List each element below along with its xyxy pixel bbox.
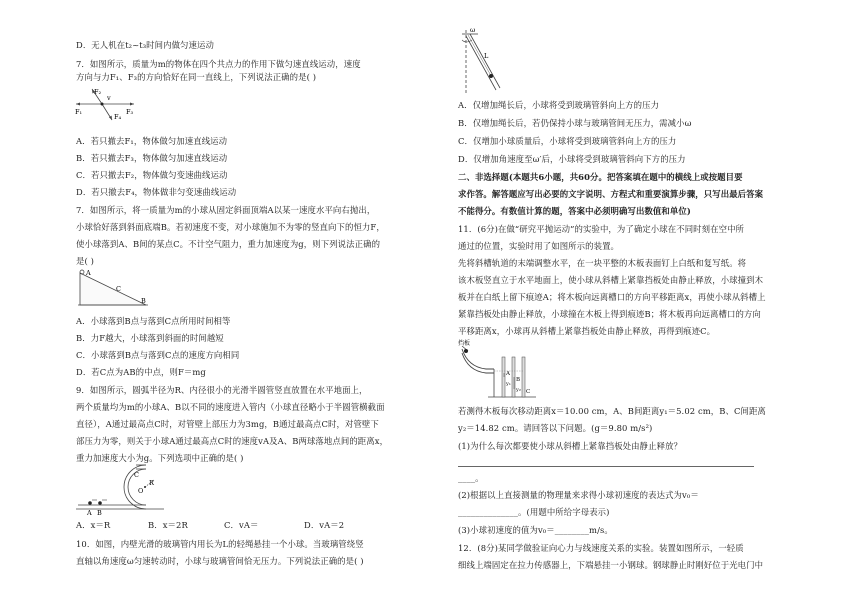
q7b-label-b: B — [141, 297, 146, 305]
q7a-label-v: v — [107, 94, 111, 102]
q7a-label-f4: F₄ — [114, 113, 122, 121]
q11-subquestion-1: (1)为什么每次都要使小球从斜槽上紧靠挡板处由静止释放？ — [458, 441, 683, 451]
q9-stem-line: 两个质量均为m的小球A、B以不同的速度进入管内（小球直径略小于半圆管横截面 — [76, 402, 385, 412]
q9-stem-line: 重力加速度大小为g。下列选项中正确的是( ) — [76, 453, 244, 463]
q10-stem-line: 直轴以角速度ω匀速转动时，小球与玻璃管间恰无压力。下列说法正确的是( ) — [76, 556, 364, 566]
q9-stem-line: 直径），A通过最高点C时，对管壁上部压力为3mg，B通过最高点C时，对管壁下 — [76, 419, 379, 429]
q11-stem-line: 平移距离x，小球再从斜槽上紧靠挡板处由静止释放，再得到痕迹C。 — [458, 326, 716, 336]
q7a-force-figure — [76, 86, 136, 124]
q10-option: A．仅增加绳长后，小球将受到玻璃管斜向上方的压力 — [458, 100, 660, 110]
q7a-stem-line: 7．如图所示，质量为m的物体在四个共点力的作用下做匀速直线运动，速度 — [76, 59, 361, 69]
q11-stem-line: 11．(6分)在做“研究平抛运动”的实验中，为了确定小球在不同时刻在空中所 — [458, 224, 745, 234]
q9-option: D．vA＝2 — [304, 520, 345, 530]
q7a-label-f1: F₁ — [75, 108, 83, 116]
q7b-option: A．小球落到B点与落到C点所用时间相等 — [76, 316, 231, 326]
q7b-label-a: A — [86, 269, 91, 277]
q11-stem-line: 先将斜槽轨道的末端调整水平，在一块平整的木板表面钉上白纸和复写纸。将 — [458, 258, 747, 268]
q11-label-b: B — [516, 377, 521, 383]
q12-stem-line: 12．(8分)某同学做验证向心力与线速度关系的实验。装置如图所示，一轻质 — [458, 543, 744, 553]
q7a-option: B．若只撤去F₃，物体做匀加速直线运动 — [76, 153, 228, 163]
q11-stem-line: 该木板竖直立于水平地面上，使小球从斜槽上紧靠挡板处由静止释放，小球撞到木 — [458, 275, 764, 285]
q11-subquestion-2-line: ______________。(用题中所给字母表示) — [458, 507, 610, 517]
q11-subquestion-1-end: ____。 — [458, 473, 484, 483]
q11-data-line: 若测得木板每次移动距离x＝10.00 cm，A、B间距离y₁＝5.02 cm，B、C间距离 — [458, 406, 766, 416]
q7b-stem-line: 7．如图所示，将一质量为m的小球从固定斜面顶端A以某一速度水平向右抛出， — [76, 205, 376, 215]
q11-label-a: A — [506, 371, 510, 377]
q10-option: B．仅增加绳长后，若仍保持小球与玻璃管间无压力，需减小ω — [458, 118, 692, 128]
q7a-label-f2: F₂ — [94, 88, 102, 96]
q7b-option: D．若C点为AB的中点，则F＝mg — [76, 367, 206, 377]
q11-subquestion-2-line: (2)根据以上直接测量的物理量来求得小球初速度的表达式为v₀＝ — [458, 490, 699, 500]
q11-data-line: y₂＝14.82 cm。请回答以下问题。(g＝9.80 m/s²) — [458, 423, 653, 433]
q9-label-o: O — [138, 487, 144, 495]
q7b-label-c: C — [116, 285, 121, 293]
q11-stem-line: 通过的位置，实验时用了如图所示的装置。 — [458, 241, 620, 251]
q7a-option: D．若只撤去F₄，物体做非匀变速曲线运动 — [76, 187, 237, 197]
q11-label-y1: y₁ — [506, 381, 511, 387]
q10-label-l: L — [484, 52, 489, 60]
q10-label-omega: ω — [470, 26, 476, 34]
q9-semicircle-figure — [76, 465, 166, 515]
q10-tube-figure — [460, 28, 510, 98]
q9-label-c: C — [134, 471, 139, 479]
q9-label-a: A — [87, 509, 92, 517]
q9-option: C．vA＝ — [224, 520, 259, 530]
q7a-option: C．若只撤去F₂，物体做匀变速曲线运动 — [76, 170, 228, 180]
q7a-label-f3: F₃ — [126, 108, 134, 116]
q7b-stem-line: 使小球落到A、B间的某点C。不计空气阻力，重力加速度为g，则下列说法正确的 — [76, 239, 381, 249]
q7b-option: B．力F越大，小球落到斜面的时间越短 — [76, 333, 224, 343]
q11-answer-line-1[interactable] — [458, 466, 754, 467]
q9-option: A．x＝R — [76, 520, 111, 530]
q11-subquestion-3: (3)小球初速度的值为v₀＝________m/s。 — [458, 525, 613, 535]
q10-option: C．仅增加小球质量后，小球将受到玻璃管斜向上方的压力 — [458, 136, 677, 146]
section2-heading-line: 不能得分。有数值计算的题，答案中必须明确写出数值和单位) — [458, 206, 691, 216]
q6-option-d: D．无人机在t₂~t₃时间内做匀速运动 — [76, 40, 214, 50]
q7b-stem-line: 是( ) — [76, 256, 94, 266]
q11-apparatus-figure — [458, 339, 538, 401]
q7a-option: A．若只撤去F₁，物体做匀加速直线运动 — [76, 136, 228, 146]
q9-label-r: R — [149, 479, 154, 487]
q9-label-b: B — [97, 509, 102, 517]
q12-stem-line: 细线上端固定在拉力传感器上，下端悬挂一小钢球。钢球静止时刚好位于光电门中 — [458, 560, 764, 570]
q11-label-baffle: 挡板 — [458, 340, 471, 347]
q11-label-y2: y₂ — [516, 387, 521, 393]
q11-stem-line: 紧靠挡板处由静止释放，小球撞在木板上得到痕迹B；将木板再向远离槽口的方向 — [458, 309, 761, 319]
q10-option: D．仅增加角速度至ω′后，小球将受到玻璃管斜向下方的压力 — [458, 154, 686, 164]
q7a-stem-line: 方向与力F₁、F₃的方向恰好在同一直线上，下列说法正确的是( ) — [76, 72, 317, 82]
section2-heading-line: 求作答。解答题应写出必要的文字说明、方程式和重要演算步骤，只写出最后答案 — [458, 189, 764, 199]
q7b-incline-figure — [78, 267, 150, 311]
q9-stem-line: 9．如图所示，圆弧半径为R、内径很小的光滑半圆管竖直放置在水平地面上， — [76, 385, 368, 395]
section2-heading-line: 二、非选择题(本题共6小题，共60分。把答案填在题中的横线上或按题目要 — [458, 172, 743, 182]
q10-stem-line: 10．如图，内壁光滑的玻璃管内用长为L的轻绳悬挂一个小球。当玻璃管绕竖 — [76, 539, 364, 549]
q9-stem-line: 部压力为零，则关于小球A通过最高点C时的速度vA及A、B两球落地点间的距离x， — [76, 436, 389, 446]
q7b-stem-line: 小球恰好落到斜面底端B。若初速度不变，对小球施加不为零的竖直向下的恒力F， — [76, 222, 385, 232]
q11-label-c: C — [526, 389, 531, 395]
q9-option: B．x＝2R — [148, 520, 188, 530]
q7b-option: C．小球落到B点与落到C点的速度方向相同 — [76, 350, 240, 360]
q11-stem-line: 板并在白纸上留下痕迹A；将木板向远离槽口的方向平移距离x，再使小球从斜槽上 — [458, 292, 766, 302]
